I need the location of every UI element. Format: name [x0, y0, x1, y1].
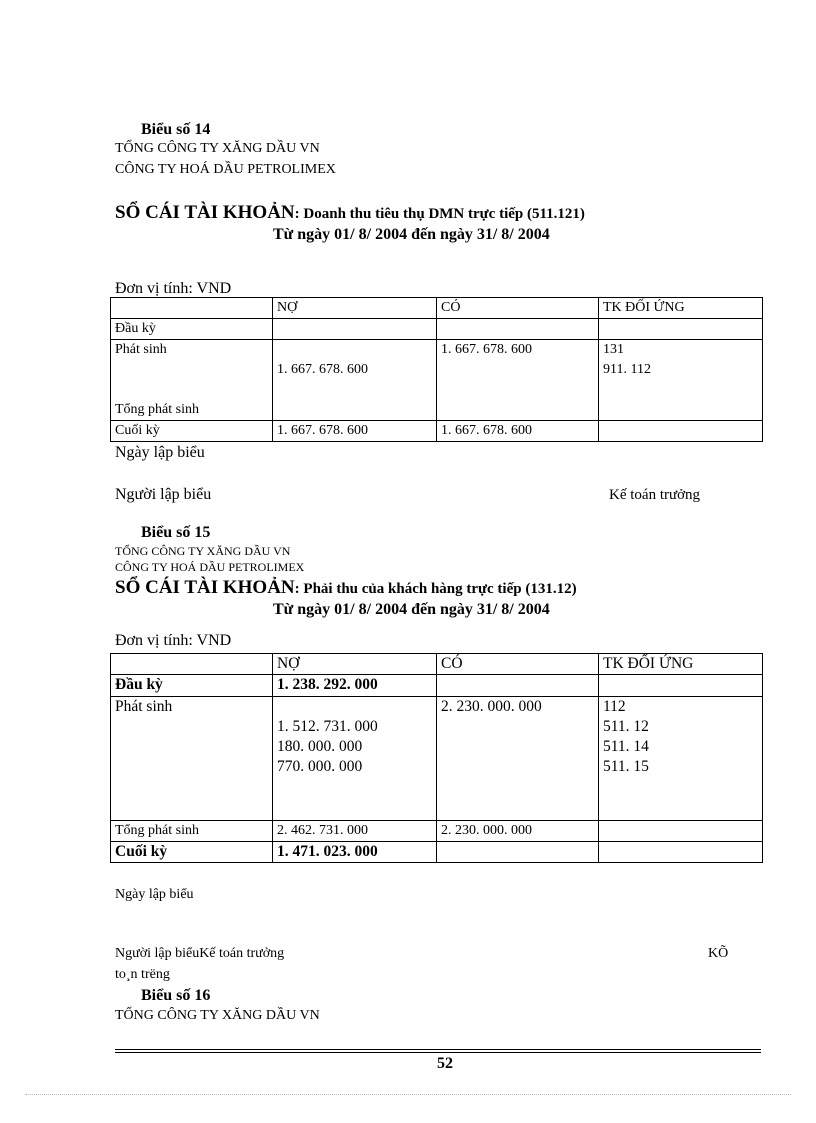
header-cell: NỢ: [273, 654, 437, 675]
row-label-closing: Cuối kỳ: [111, 842, 273, 863]
row-label-opening: Đầu kỳ: [111, 319, 273, 340]
s15-date-label: Ngày lập biểu: [115, 887, 194, 902]
cell: [599, 421, 763, 442]
row-label-closing: Cuối kỳ: [111, 421, 273, 442]
s15-signature-line: Người lập biểuKế toán trưởng: [115, 946, 285, 961]
page-edge-line: [25, 1094, 791, 1095]
s15-ledger-title: SỔ CÁI TÀI KHOẢN: [115, 577, 295, 598]
s15-signature-wrap: to¸n trëng: [115, 967, 170, 982]
table-row: [111, 675, 763, 697]
cell: [437, 675, 599, 697]
s16-label: Biểu số 16: [141, 987, 211, 1004]
opening-debit-value: 1. 238. 292. 000: [273, 675, 437, 697]
arising-credit-cell: [437, 340, 599, 421]
s15-ledger-table: [110, 653, 763, 863]
arising-debit-cell: [273, 697, 437, 821]
s14-preparer: Người lập biểu: [115, 486, 212, 503]
s15-company: CÔNG TY HOÁ DẦU PETROLIMEX: [115, 560, 305, 574]
contra-account: 911. 112: [603, 362, 651, 377]
header-cell: TK ĐỐI ỨNG: [599, 298, 763, 319]
contra-account: 511. 12: [603, 718, 649, 735]
cell: [273, 319, 437, 340]
s15-ledger-heading: [115, 577, 577, 599]
cell: [437, 319, 599, 340]
contra-account: 131: [603, 342, 624, 357]
table-header-row: [111, 298, 763, 319]
cell: [437, 842, 599, 863]
closing-debit-value: 1. 667. 678. 600: [273, 421, 437, 442]
arising-debit-value: 180. 000. 000: [277, 738, 363, 755]
table-row: [111, 319, 763, 340]
row-label-total: Tổng phát sinh: [115, 402, 199, 417]
arising-credit-value: 1. 667. 678. 600: [441, 342, 532, 357]
contra-account: 511. 15: [603, 758, 649, 775]
footer-rule-top: [115, 1049, 761, 1050]
arising-debit-cell: [273, 340, 437, 421]
row-label-arising: [111, 340, 273, 421]
arising-credit-value: 2. 230. 000. 000: [441, 698, 542, 715]
row-label-arising: [111, 697, 273, 821]
cell: [599, 821, 763, 842]
s15-company-parent: TỔNG CÔNG TY XĂNG DẦU VN: [115, 544, 291, 558]
s15-ledger-desc: : Phải thu của khách hàng trực tiếp (131.12): [294, 581, 577, 597]
table-row: [111, 421, 763, 442]
table-row: [111, 842, 763, 863]
s15-period: Từ ngày 01/ 8/ 2004 đến ngày 31/ 8/ 2004: [273, 601, 550, 618]
contra-cell: [599, 340, 763, 421]
row-label-opening: Đầu kỳ: [111, 675, 273, 697]
s16-company-parent: TỔNG CÔNG TY XĂNG DẦU VN: [115, 1008, 320, 1023]
row-label-total: Tổng phát sinh: [111, 821, 273, 842]
s14-ledger-title: SỔ CÁI TÀI KHOẢN: [115, 202, 295, 223]
table-row: [111, 340, 763, 421]
s14-ledger-heading: [115, 202, 585, 224]
arising-debit-value: 770. 000. 000: [277, 758, 363, 775]
s14-ledger-table: [110, 297, 763, 442]
contra-account: 112: [603, 698, 626, 715]
table-row: [111, 697, 763, 821]
arising-credit-cell: [437, 697, 599, 821]
s14-period: Từ ngày 01/ 8/ 2004 đến ngày 31/ 8/ 2004: [273, 226, 550, 243]
total-credit-value: 2. 230. 000. 000: [437, 821, 599, 842]
cell: [599, 842, 763, 863]
table-row: [111, 821, 763, 842]
header-cell: TK ĐỐI ỨNG: [599, 654, 763, 675]
cell: [599, 319, 763, 340]
closing-credit-value: 1. 667. 678. 600: [437, 421, 599, 442]
row-label: Phát sinh: [115, 698, 173, 715]
closing-debit-value: 1. 471. 023. 000: [273, 842, 437, 863]
header-cell: [111, 654, 273, 675]
s15-label: Biểu số 15: [141, 524, 211, 541]
s14-label: Biểu số 14: [141, 121, 211, 138]
s14-company: CÔNG TY HOÁ DẦU PETROLIMEX: [115, 162, 336, 177]
arising-debit-value: 1. 667. 678. 600: [277, 362, 368, 377]
s14-company-parent: TỔNG CÔNG TY XĂNG DẦU VN: [115, 141, 320, 156]
page-number: 52: [437, 1055, 453, 1072]
header-cell: CÓ: [437, 298, 599, 319]
header-cell: [111, 298, 273, 319]
footer-rule-bottom: [115, 1052, 761, 1053]
s14-ledger-desc: : Doanh thu tiêu thụ DMN trực tiếp (511.121): [294, 206, 585, 222]
total-debit-value: 2. 462. 731. 000: [273, 821, 437, 842]
s14-unit: Đơn vị tính: VND: [115, 280, 232, 297]
arising-debit-value: 1. 512. 731. 000: [277, 718, 378, 735]
contra-cell: [599, 697, 763, 821]
s15-unit: Đơn vị tính: VND: [115, 632, 232, 649]
header-cell: CÓ: [437, 654, 599, 675]
row-label: Phát sinh: [115, 342, 167, 357]
s15-signature-right: KÕ: [708, 946, 729, 961]
header-cell: NỢ: [273, 298, 437, 319]
contra-account: 511. 14: [603, 738, 649, 755]
table-header-row: [111, 654, 763, 675]
s14-date-label: Ngày lập biểu: [115, 444, 205, 461]
cell: [599, 675, 763, 697]
s14-chief-accountant: Kế toán trưởng: [609, 487, 701, 503]
